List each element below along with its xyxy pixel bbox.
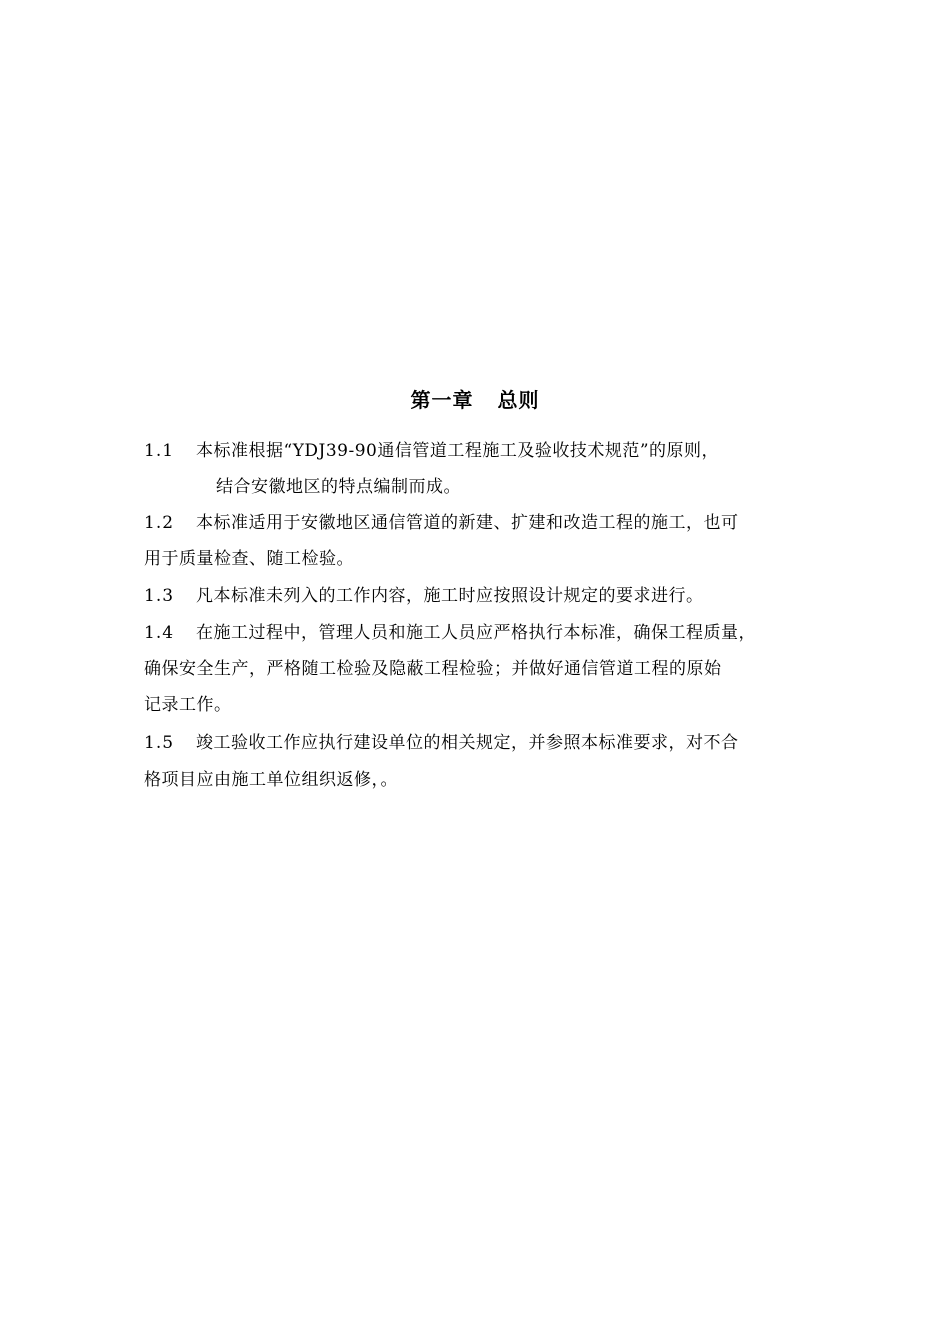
section-1-3-line-1 — [144, 583, 704, 609]
section-1-1-line-2 — [216, 474, 461, 500]
section-text: 确保安全生产，严格随工检验及隐蔽工程检验；并做好通信管道工程的原始 — [144, 659, 722, 679]
chapter-number: 第一章 — [410, 388, 474, 412]
section-1-1-line-1 — [144, 438, 719, 464]
section-number: 1.4 — [144, 623, 175, 643]
section-text: 凡本标准未列入的工作内容，施工时应按照设计规定的要求进行。 — [196, 586, 704, 606]
section-number: 1.2 — [144, 513, 175, 533]
section-1-4-line-1 — [144, 620, 756, 646]
section-number: 1.1 — [144, 441, 175, 461]
chapter-heading — [0, 385, 950, 415]
section-1-4-line-2 — [144, 656, 722, 682]
section-1-2-line-1 — [144, 510, 739, 536]
section-number: 1.5 — [144, 733, 175, 753]
section-text: 在施工过程中，管理人员和施工人员应严格执行本标准，确保工程质量， — [196, 623, 756, 643]
section-1-2-line-2 — [144, 546, 354, 572]
section-text: 竣工验收工作应执行建设单位的相关规定，并参照本标准要求，对不合 — [196, 733, 739, 753]
chapter-title-text: 总则 — [497, 388, 540, 412]
section-text: 本标准适用于安徽地区通信管道的新建、扩建和改造工程的施工，也可 — [196, 513, 739, 533]
section-text: 本标准根据“YDJ39-90通信管道工程施工及验收技术规范”的原则， — [196, 441, 720, 461]
section-text: 格项目应由施工单位组织返修，。 — [144, 770, 398, 790]
section-number: 1.3 — [144, 586, 175, 606]
section-text: 记录工作。 — [144, 695, 232, 715]
section-text: 结合安徽地区的特点编制而成。 — [216, 477, 461, 497]
section-1-5-line-1 — [144, 730, 739, 756]
section-text: 用于质量检查、随工检验。 — [144, 549, 354, 569]
section-1-5-line-2 — [144, 767, 398, 793]
section-1-4-line-3 — [144, 692, 232, 718]
